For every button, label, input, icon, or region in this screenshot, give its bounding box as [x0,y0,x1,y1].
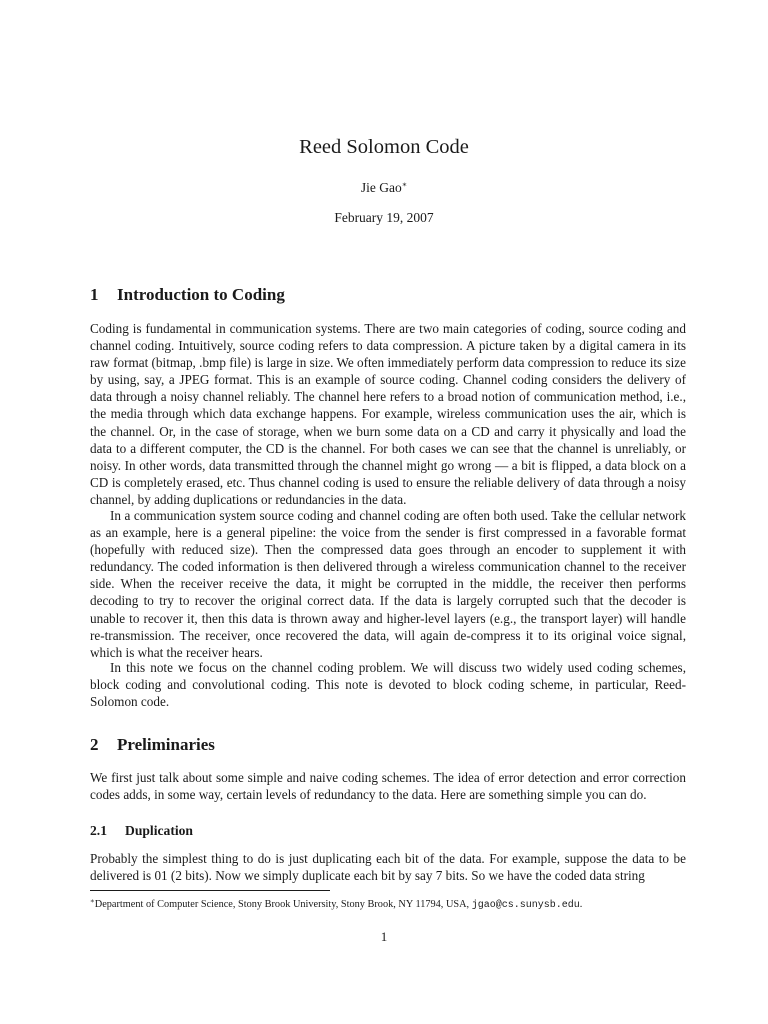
section-heading-preliminaries [90,735,215,755]
paragraph: In this note we focus on the channel coding problem. We will discuss two widely used coding schemes, block coding and convolutional coding. This note is devoted to block coding scheme, in particular, Reed-Solomon code. [90,660,686,710]
section-number: 2 [90,735,99,754]
subsection-title: Duplication [125,823,193,838]
section-title: Preliminaries [117,735,215,754]
footnote-end: . [579,899,583,910]
paragraph: In a communication system source coding and channel coding are often both used. Take the cellular network as an example, here is a general pipeline: the voice from the sender is first compressed in a favorable format (hopefully with reduced size). Then the compressed data goes through an encoder to supplement it with redundancy. The coded information is then delivered through a wireless communication channel to the receiver side. When the receiver receive the data, it might be corrupted in the middle, the receiver then performs decoding to try to recover the original correct data. If the data is largely corrupted such that the decoder is unable to recover it, then this data is thrown away and higher-level layers (e.g., the transport layer) will handle re-transmission. The receiver, once recovered the data, will again de-compress it to its original voice signal, which is what the receiver hears. [90,508,686,660]
document-title: Reed Solomon Code [299,136,469,158]
footnote-marker: ∗ [401,180,408,189]
footnote-text: Department of Computer Science, Stony Brook University, Stony Brook, NY 11794, USA, [94,899,472,910]
section-heading-introduction [90,285,285,305]
document-date: February 19, 2007 [334,210,434,225]
subsection-heading-duplication [90,823,193,839]
section-title: Introduction to Coding [117,285,285,304]
footnote-mark: ∗ [90,897,95,905]
footnote [90,895,700,912]
paragraph: We first just talk about some simple and naive coding schemes. The idea of error detection and error correction codes adds, in some way, certain levels of redundancy to the data. Here are something simple you can do. [90,770,686,803]
author-line [0,180,768,196]
paragraph: Probably the simplest thing to do is just duplicating each bit of the data. For example, suppose the data to be delivered is 01 (2 bits). Now we simply duplicate each bit by say 7 bits. So we have the coded data string [90,851,686,884]
subsection-number: 2.1 [90,823,107,838]
author-name: Jie Gao [360,180,402,195]
footnote-divider [90,890,330,891]
section-number: 1 [90,285,99,304]
paragraph: Coding is fundamental in communication systems. There are two main categories of coding, source coding and channel coding. Intuitively, source coding refers to data compression. A picture taken by a digital camera in its raw format (bitmap, .bmp file) is large in size. We often immediately perform data compression to reduce its size by using, say, a JPEG format. This is an example of source coding. Channel coding considers the delivery of data through a noisy channel reliably. The channel here refers to a broad notion of communication method, i.e., the media through which data exchange happens. For example, wireless communication uses the air, which is the channel. Or, in the case of storage, when we burn some data on a CD and carry it physically and load the data to a different computer, the CD is the channel. For both cases we can see that the channel is unreliably, or noisy. In other words, data transmitted through the channel might go wrong — a bit is flipped, a data block on a CD is completely erased, etc. Thus channel coding is used to ensure the reliable delivery of data through a noisy channel, by adding duplications or redundancies in the data. [90,321,686,507]
page-number: 1 [380,929,388,944]
footnote-email: jgao@cs.sunysb.edu [471,900,580,911]
